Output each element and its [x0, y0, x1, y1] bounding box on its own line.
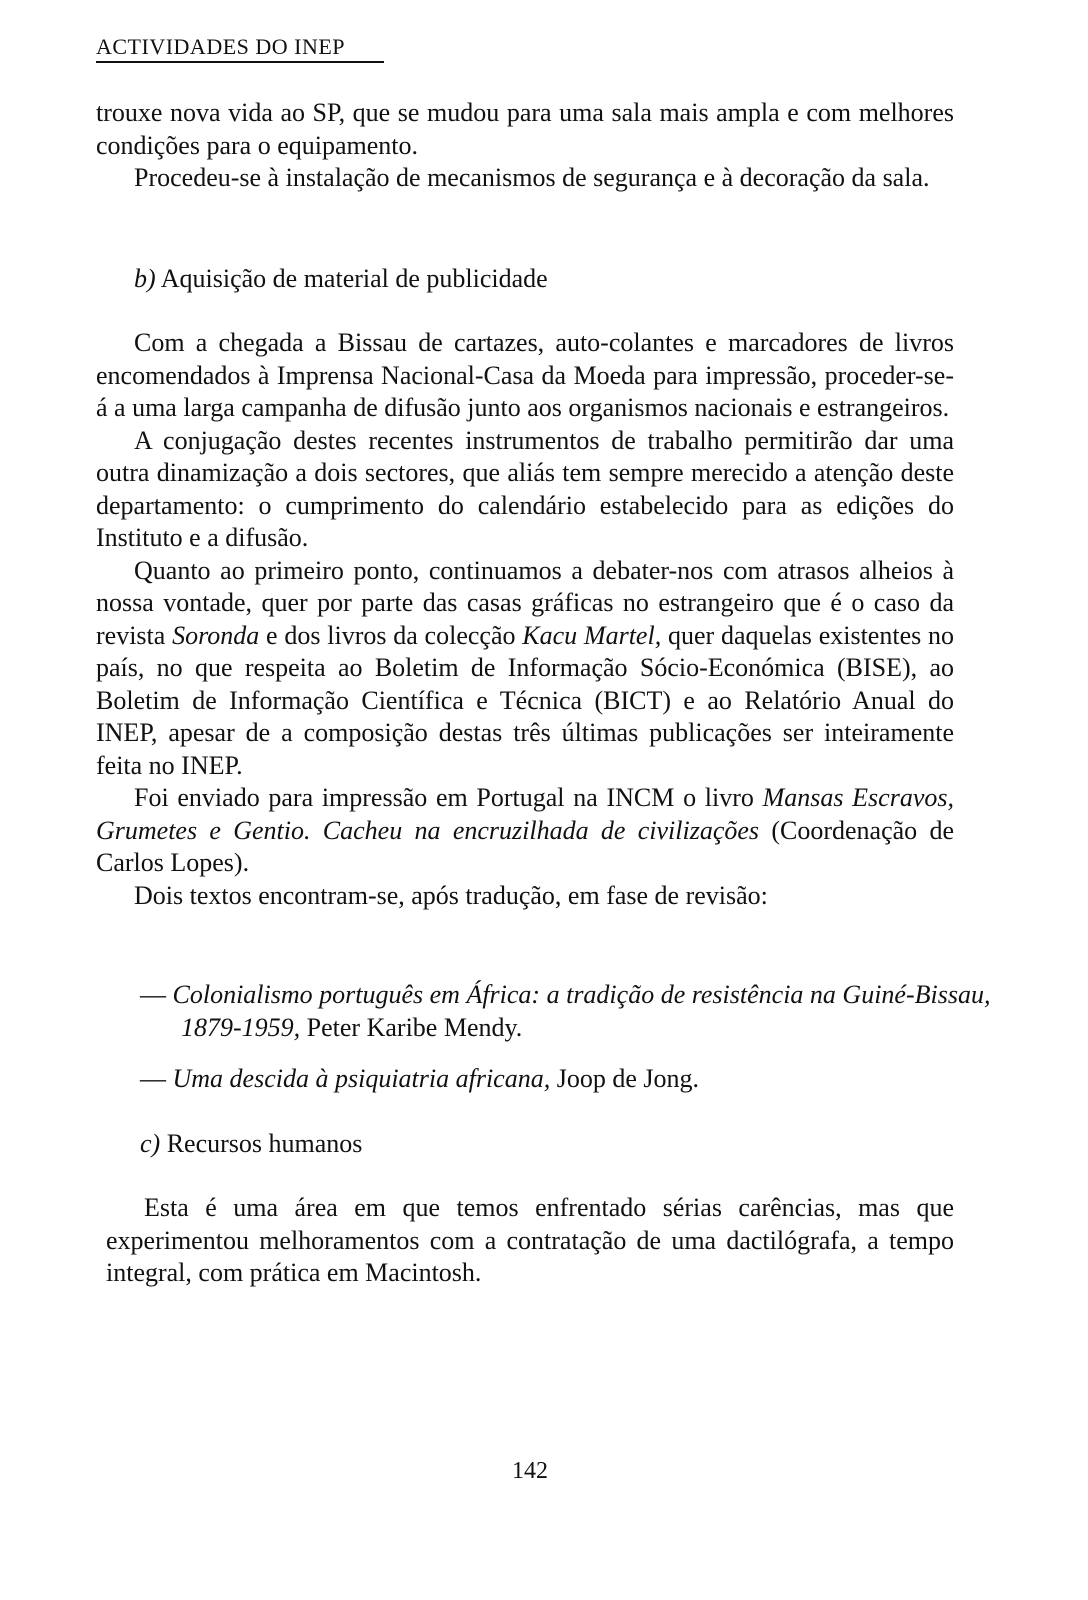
- section-title: Aquisição de material de publicidade: [160, 264, 548, 293]
- dash: —: [140, 1064, 166, 1093]
- opening-block: [96, 97, 954, 195]
- paragraph: Procedeu-se à instalação de mecanismos de segurança e à decoração da sala.: [134, 163, 930, 192]
- collection-title: Kacu Martel,: [522, 620, 662, 650]
- author: Joop de Jong.: [550, 1064, 699, 1093]
- paragraph: [96, 782, 954, 880]
- list-item: [140, 978, 995, 1044]
- paragraph: trouxe nova vida ao SP, que se mudou para uma sala mais ampla e com melhores condições para o equipamento.: [96, 98, 954, 160]
- dash: —: [140, 980, 166, 1009]
- list-item: [140, 1062, 995, 1095]
- paragraph: Esta é uma área em que temos enfrentado sérias carências, mas que experimentou melhoramentos com a contratação de uma dactilógrafa, a tempo integral, com prática em Macintosh.: [106, 1193, 954, 1287]
- book-title: Colonialismo português em África: a tradição de resistência na Guiné-Bissau, 1879-1959,: [172, 980, 991, 1042]
- paragraph: [96, 555, 954, 783]
- section-letter: c): [140, 1129, 161, 1158]
- book-title: Mansas Escravos, Grumetes e Gentio. Cacheu na encruzilhada de civilizações: [96, 783, 954, 845]
- section-b-body: [96, 327, 954, 912]
- text-run: e dos livros da colecção: [259, 620, 523, 650]
- text-run: (Coordenação de Carlos Lopes).: [96, 815, 954, 877]
- text-run: quer daquelas existentes no país, no que respeita ao Boletim de Informação Sócio-Económica (BISE), ao Boletim de Informação Científica e Técnica (BICT) e ao Relatório Anual do INEP, apesar de a composição destas três últimas publicações ser inteiramente feita no INEP.: [96, 620, 954, 780]
- section-letter: b): [134, 264, 156, 293]
- section-c-heading: [140, 1128, 362, 1160]
- text-run: Quanto ao primeiro ponto, continuamos a debater-nos com atrasos alheios à nossa vontade, quer por parte das casas gráficas no estrangeiro que é o caso da revista: [96, 555, 954, 650]
- section-title: Recursos humanos: [166, 1129, 363, 1158]
- paragraph: Dois textos encontram-se, após tradução, em fase de revisão:: [134, 880, 768, 910]
- journal-title: Soronda: [172, 620, 260, 650]
- book-title: Uma descida à psiquiatria africana,: [172, 1064, 551, 1093]
- paragraph: Com a chegada a Bissau de cartazes, auto-colantes e marcadores de livros encomendados à Imprensa Nacional-Casa da Moeda para impressão, proceder-se-á a uma larga campanha de difusão junto aos organismos nacionais e estrangeiros.: [96, 328, 954, 422]
- paragraph: A conjugação destes recentes instrumentos de trabalho permitirão dar uma outra dinamização a dois sectores, que aliás tem sempre merecido a atenção deste departamento: o cumprimento do calendário estabelecido para as edições do Instituto e a difusão.: [96, 425, 954, 552]
- text-run: Foi enviado para impressão em Portugal na INCM o livro: [134, 783, 763, 812]
- author: Peter Karibe Mendy.: [300, 1013, 523, 1042]
- running-header: ACTIVIDADES DO INEP: [96, 34, 384, 63]
- section-c-body: [106, 1192, 954, 1290]
- section-b-heading: [134, 263, 548, 295]
- page-number: 142: [512, 1458, 548, 1484]
